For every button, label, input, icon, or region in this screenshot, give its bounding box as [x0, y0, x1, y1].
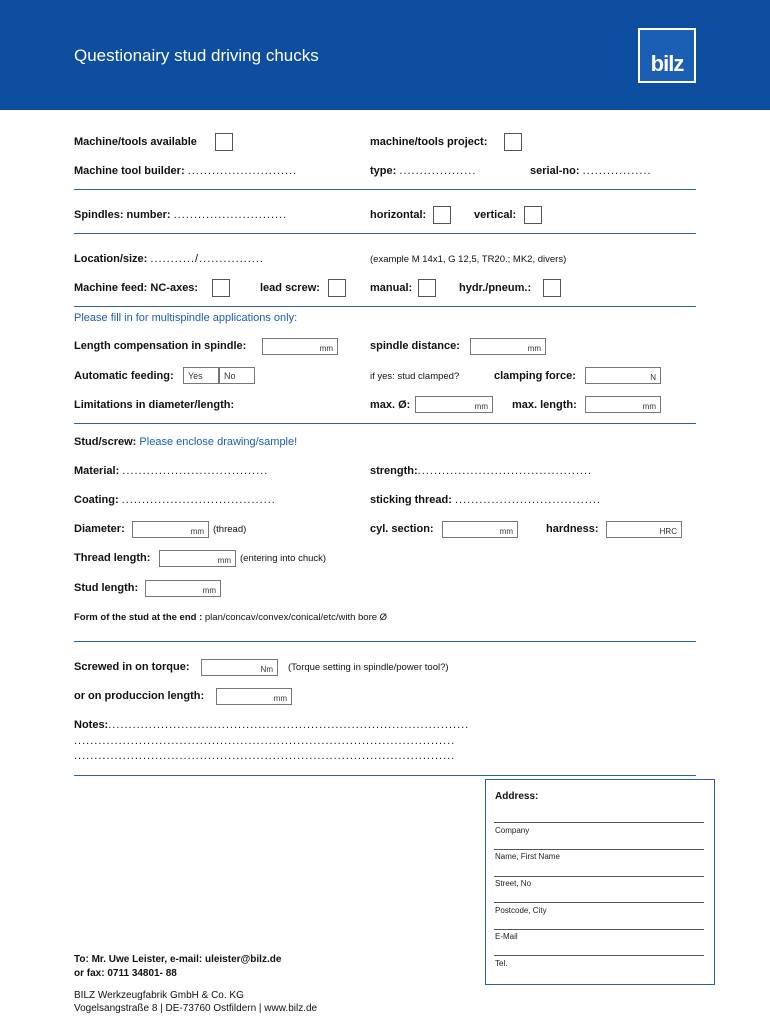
clamping-force-label: clamping force:	[494, 370, 576, 382]
company-name: BILZ Werkzeugfabrik GmbH & Co. KG	[74, 990, 244, 1001]
machine-builder-row	[74, 165, 297, 177]
machine-project-label: machine/tools project:	[370, 136, 488, 148]
page-title: Questionairy stud driving chucks	[74, 46, 319, 65]
strength-label: strength:	[370, 465, 418, 477]
form-label: Form of the stud at the end :	[74, 612, 203, 623]
machine-available-label: Machine/tools available	[74, 136, 197, 148]
automatic-feeding-label: Automatic feeding:	[74, 370, 174, 382]
stud-screw-row	[74, 436, 297, 448]
divider	[74, 423, 696, 424]
serial-label: serial-no:	[530, 165, 580, 177]
form-options: plan/concav/convex/conical/etc/with bore Ø	[204, 612, 388, 623]
divider	[74, 233, 696, 234]
divider	[74, 189, 696, 190]
tel-label: Tel.	[495, 959, 508, 968]
postcode-label: Postcode, City	[495, 906, 547, 915]
feeding-no-field[interactable]: No	[219, 367, 255, 384]
limitations-label: Limitations in diameter/length:	[74, 399, 235, 411]
email-line[interactable]	[494, 929, 704, 930]
type-dots[interactable]: ...................	[399, 165, 477, 177]
machine-project-checkbox[interactable]	[504, 133, 522, 151]
machine-builder-label: Machine tool builder:	[74, 165, 185, 177]
address-title: Address:	[495, 791, 539, 802]
vertical-checkbox[interactable]	[524, 206, 542, 224]
spindles-row	[74, 209, 287, 221]
tel-line[interactable]	[494, 955, 704, 956]
divider	[74, 306, 696, 307]
hardness-label: hardness:	[546, 523, 599, 535]
manual-label: manual:	[370, 282, 413, 294]
type-label: type:	[370, 165, 397, 177]
spindles-dots[interactable]: ............................	[173, 209, 288, 221]
example-note: (example M 14x1, G 12,5, TR20.; MK2, divers)	[370, 254, 567, 265]
max-diameter-label: max. Ø:	[370, 399, 411, 411]
multispindle-note: Please fill in for multispindle applications only:	[74, 312, 298, 324]
strength-row	[370, 465, 592, 477]
divider	[74, 641, 696, 642]
street-line[interactable]	[494, 876, 704, 877]
nc-axes-checkbox[interactable]	[212, 279, 230, 297]
spindle-distance-field[interactable]: mm	[470, 338, 546, 355]
cyl-section-field[interactable]: mm	[442, 521, 518, 538]
length-comp-label: Length compensation in spindle:	[74, 340, 247, 352]
name-line[interactable]	[494, 849, 704, 850]
max-length-label: max. length:	[512, 399, 577, 411]
cyl-section-label: cyl. section:	[370, 523, 434, 535]
notes-label: Notes:	[74, 719, 109, 731]
production-length-field[interactable]: mm	[216, 688, 292, 705]
sticking-label: sticking thread:	[370, 494, 452, 506]
logo-text: bilz	[640, 30, 694, 81]
stud-length-field[interactable]: mm	[145, 580, 221, 597]
coating-row	[74, 494, 276, 506]
diameter-label: Diameter:	[74, 523, 125, 535]
lead-screw-label: lead screw:	[260, 282, 320, 294]
material-label: Material:	[74, 465, 120, 477]
hardness-field[interactable]: HRC	[606, 521, 682, 538]
coating-dots[interactable]: ......................................	[121, 494, 276, 506]
thread-length-field[interactable]: mm	[159, 550, 236, 567]
max-length-field[interactable]: mm	[585, 396, 661, 413]
hydr-pneum-checkbox[interactable]	[543, 279, 561, 297]
thread-note: (thread)	[213, 524, 247, 535]
coating-label: Coating:	[74, 494, 119, 506]
if-yes-label: if yes: stud clamped?	[370, 371, 460, 382]
company-label: Company	[495, 826, 530, 835]
divider	[74, 775, 696, 776]
header-banner	[0, 0, 770, 110]
machine-builder-dots[interactable]: ...........................	[187, 165, 298, 177]
material-row	[74, 465, 268, 477]
torque-note: (Torque setting in spindle/power tool?)	[288, 662, 449, 673]
address-box	[485, 779, 715, 985]
material-dots[interactable]: ....................................	[122, 465, 269, 477]
thread-length-label: Thread length:	[74, 552, 151, 564]
spindles-label: Spindles: number:	[74, 209, 171, 221]
company-address: Vogelsangstraße 8 | DE-73760 Ostfildern | www.bilz.de	[74, 1003, 318, 1014]
production-length-label: or on produccion length:	[74, 690, 205, 702]
lead-screw-checkbox[interactable]	[328, 279, 346, 297]
diameter-field[interactable]: mm	[132, 521, 209, 538]
sticking-row	[370, 494, 601, 506]
torque-label: Screwed in on torque:	[74, 661, 190, 673]
type-row	[370, 165, 476, 177]
stud-screw-note: Please enclose drawing/sample!	[139, 436, 298, 448]
contact-fax: or fax: 0711 34801- 88	[74, 968, 177, 979]
horizontal-checkbox[interactable]	[433, 206, 451, 224]
machine-available-checkbox[interactable]	[215, 133, 233, 151]
clamping-force-field[interactable]: N	[585, 367, 661, 384]
email-label: E-Mail	[495, 932, 518, 941]
hydr-pneum-label: hydr./pneum.:	[459, 282, 532, 294]
sticking-dots[interactable]: ....................................	[454, 494, 601, 506]
vertical-label: vertical:	[474, 209, 517, 221]
form-row	[74, 612, 387, 623]
notes-dots-2[interactable]: ..............................................................................................	[74, 735, 456, 747]
entering-note: (entering into chuck)	[240, 553, 327, 564]
bilz-logo	[638, 28, 696, 83]
stud-screw-label: Stud/screw:	[74, 436, 137, 448]
notes-dots-1[interactable]: .........................................................................................	[108, 719, 470, 731]
serial-dots[interactable]: .................	[582, 165, 652, 177]
company-line[interactable]	[494, 822, 704, 823]
location-row	[74, 253, 264, 265]
spindle-distance-label: spindle distance:	[370, 340, 460, 352]
postcode-line[interactable]	[494, 902, 704, 903]
contact-to: To: Mr. Uwe Leister, e-mail: uleister@bilz.de	[74, 954, 282, 965]
strength-dots[interactable]: ...........................................	[417, 465, 593, 477]
nc-axes-label: Machine feed: NC-axes:	[74, 282, 199, 294]
max-diameter-field[interactable]: mm	[415, 396, 493, 413]
notes-row	[74, 719, 469, 731]
notes-dots-3[interactable]: ..............................................................................................	[74, 750, 456, 762]
manual-checkbox[interactable]	[418, 279, 436, 297]
name-label: Name, First Name	[495, 852, 560, 861]
location-label: Location/size:	[74, 253, 148, 265]
feeding-yes-field[interactable]: Yes	[183, 367, 219, 384]
stud-length-label: Stud length:	[74, 582, 139, 594]
street-label: Street, No	[495, 879, 532, 888]
torque-field[interactable]: Nm	[201, 659, 278, 676]
location-dots[interactable]: .........../................	[150, 253, 264, 265]
horizontal-label: horizontal:	[370, 209, 427, 221]
serial-row	[530, 165, 652, 177]
length-comp-field[interactable]: mm	[262, 338, 338, 355]
